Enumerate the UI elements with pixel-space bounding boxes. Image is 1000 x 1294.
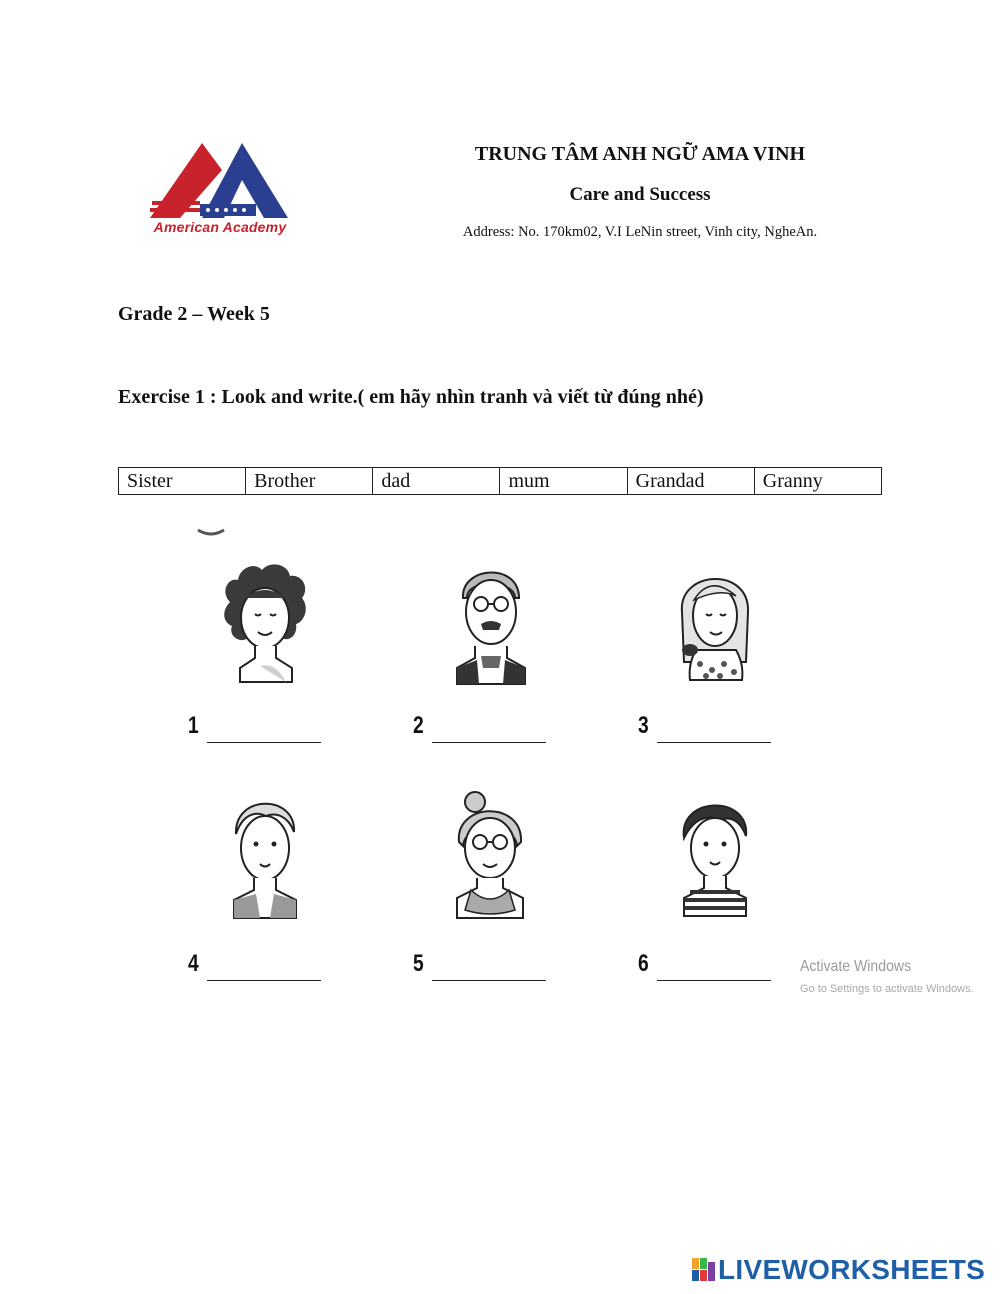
item-number: 6 (638, 950, 649, 977)
word-bank-cell: Brother (246, 468, 373, 495)
item-number: 5 (413, 950, 424, 977)
answer-blank-2[interactable] (432, 742, 546, 743)
grandmother-glasses-face (435, 786, 545, 926)
item-number: 4 (188, 950, 199, 977)
grandfather-glasses-face (435, 552, 545, 692)
item-number: 3 (638, 712, 649, 739)
answer-blank-3[interactable] (657, 742, 771, 743)
liveworksheets-brand: LIVEWORKSHEETS (718, 1254, 986, 1285)
slogan: Care and Success (569, 184, 711, 205)
word-bank-cell: Sister (119, 468, 246, 495)
logo-text: American Academy (153, 219, 287, 235)
address: Address: No. 170km02, V.I LeNin street, Vinh city, NgheAn. (462, 224, 818, 240)
item-number: 2 (413, 712, 424, 739)
activate-windows-title: Activate Windows (800, 958, 912, 975)
word-bank-cell: mum (500, 468, 627, 495)
curly-hair-woman-face (210, 552, 320, 692)
liveworksheets-icon (692, 1258, 716, 1282)
activate-windows-subtitle: Go to Settings to activate Windows. (800, 983, 974, 995)
answer-blank-4[interactable] (207, 980, 321, 981)
arc-fragment (196, 526, 226, 538)
man-short-hair-face (210, 786, 320, 926)
word-bank-cell: dad (373, 468, 500, 495)
answer-blank-1[interactable] (207, 742, 321, 743)
org-name: TRUNG TÂM ANH NGỮ AMA VINH (474, 143, 806, 165)
word-bank (118, 467, 882, 495)
word-bank-cell: Granny (754, 468, 881, 495)
answer-blank-6[interactable] (657, 980, 771, 981)
word-bank-cell: Grandad (627, 468, 754, 495)
grade-title: Grade 2 – Week 5 (118, 303, 270, 325)
boy-striped-shirt-face (660, 786, 770, 926)
answer-blank-5[interactable] (432, 980, 546, 981)
girl-long-hair-face (660, 552, 770, 692)
exercise-title: Exercise 1 : Look and write.( em hãy nhìn tranh và viết từ đúng nhé) (118, 386, 704, 408)
item-number: 1 (188, 712, 199, 739)
